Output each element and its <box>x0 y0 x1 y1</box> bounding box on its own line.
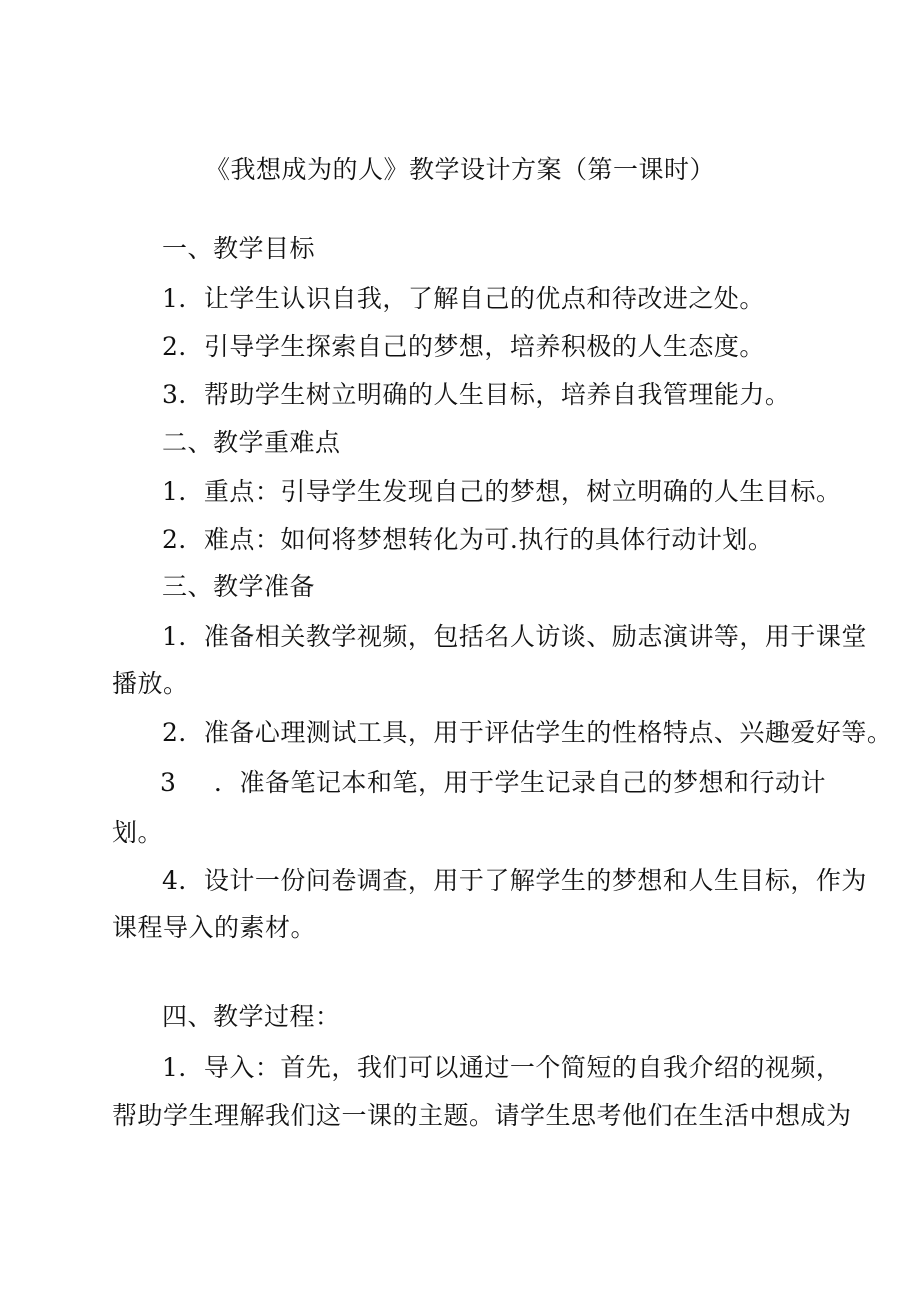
preparation-item-1: 1．准备相关教学视频，包括名人访谈、励志演讲等，用于课堂 <box>162 622 867 651</box>
objective-item-2: 2．引导学生探索自己的梦想，培养积极的人生态度。 <box>162 332 765 361</box>
objective-item-1: 1．让学生认识自我，了解自己的优点和待改进之处。 <box>162 284 765 313</box>
process-item-1-continued: 帮助学生理解我们这一课的主题。请学生思考他们在生活中想成为 <box>112 1101 852 1130</box>
preparation-item-3: ．准备笔记本和笔，用于学生记录自己的梦想和行动计 <box>214 768 827 797</box>
section-heading-preparation: 三、教学准备 <box>162 572 316 601</box>
preparation-item-4-continued: 课程导入的素材。 <box>112 913 317 942</box>
preparation-item-1-continued: 播放。 <box>112 669 189 698</box>
section-heading-key-points: 二、教学重难点 <box>162 428 341 457</box>
section-heading-process: 四、教学过程： <box>162 1002 341 1031</box>
preparation-item-3-number: 3 <box>160 768 177 797</box>
preparation-item-3-continued: 划。 <box>112 818 164 847</box>
document-title: 《我想成为的人》教学设计方案（第一课时） <box>204 155 715 184</box>
objective-item-3: 3．帮助学生树立明确的人生目标，培养自我管理能力。 <box>162 380 791 409</box>
process-item-1: 1．导入：首先，我们可以通过一个简短的自我介绍的视频， <box>162 1053 842 1082</box>
key-point-item-1: 1．重点：引导学生发现自己的梦想，树立明确的人生目标。 <box>162 477 842 506</box>
key-point-item-2: 2．难点：如何将梦想转化为可.执行的具体行动计划。 <box>162 525 774 554</box>
section-heading-objectives: 一、教学目标 <box>162 234 316 263</box>
preparation-item-4: 4．设计一份问卷调查，用于了解学生的梦想和人生目标，作为 <box>162 866 867 895</box>
preparation-item-2: 2．准备心理测试工具，用于评估学生的性格特点、兴趣爱好等。 <box>162 718 893 747</box>
